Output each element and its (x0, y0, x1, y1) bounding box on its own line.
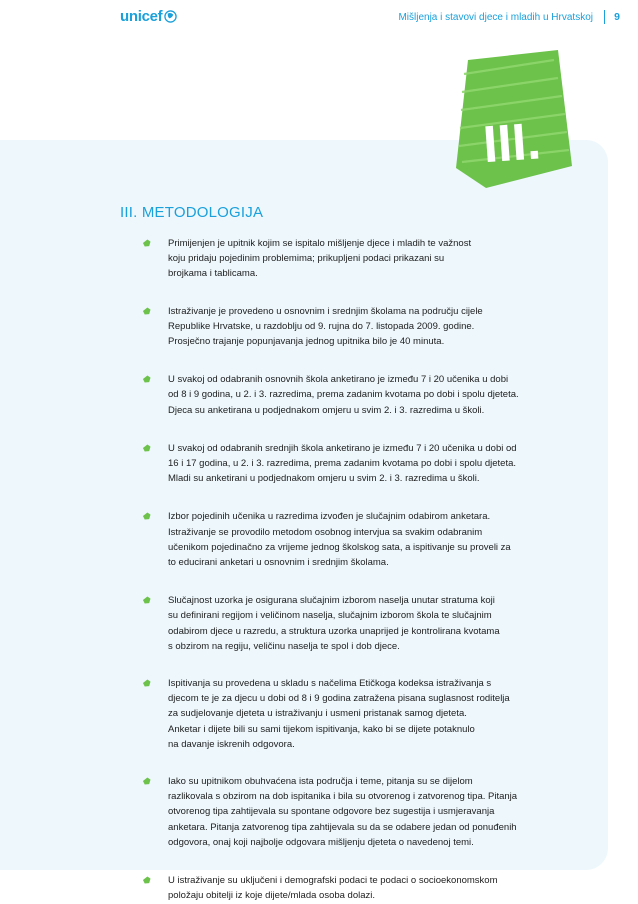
chapter-badge (446, 48, 576, 198)
list-item-line: djecom te je za djecu u dobi od 8 i 9 godina zatražena pisana suglasnost roditelja (168, 693, 510, 705)
section-title: III. METODOLOGIJA (120, 204, 264, 221)
leaf-bullet-icon (142, 307, 151, 315)
leaf-bullet-icon (142, 777, 151, 785)
list-item-line: na davanje iskrenih odgovora. (168, 738, 295, 750)
leaf-bullet-icon (142, 679, 151, 687)
list-item (140, 593, 560, 654)
list-item-line: Primijenjen je upitnik kojim se ispitalo mišljenje djece i mladih te važnost (168, 238, 472, 249)
list-item (140, 372, 560, 418)
list-item-line: od 8 i 9 godina, u 2. i 3. razredima, prema zadanim kvotama po dobi i spolu djeteta. (168, 389, 519, 401)
list-item (140, 304, 560, 350)
list-item-line: otvorenog tipa zahtijevala su spontane odgovore bez sugestija i usmjeravanja (168, 806, 495, 818)
list-item-line: Anketar i dijete bili su sami tijekom ispitivanja, kako bi se dijete potaknulo (168, 723, 475, 735)
unicef-logo (120, 8, 177, 25)
list-item-line: učenikom pojedinačno za vrijeme jednog školskog sata, a ispitivanje su proveli za (168, 541, 511, 553)
list-item (140, 774, 560, 850)
chapter-badge-text: III. (481, 112, 543, 175)
leaf-bullet-icon (142, 512, 151, 520)
list-item (140, 509, 560, 570)
header-divider (604, 10, 605, 24)
list-item-line: U svakoj od odabranih srednjih škola anketirano je između 7 i 20 učenika u dobi od (168, 442, 517, 454)
list-item-line: položaju obitelji iz koje dijete/mlada osoba dolazi. (168, 890, 376, 902)
list-item (140, 236, 560, 282)
list-item-line: Istraživanje se provodilo metodom osobnog intervjua sa svakim odabranim (168, 526, 483, 538)
leaf-bullet-icon (142, 239, 151, 247)
list-item-line: koju pridaju pojedinim problemima; prikupljeni podaci prikazani su (168, 253, 445, 265)
list-item-line: Istraživanje je provedeno u osnovnim i srednjim školama na području cijele (168, 305, 483, 317)
list-item-line: s obzirom na regiju, veličinu naselja te spol i dob djece. (168, 640, 400, 652)
list-item-line: za sudjelovanje djeteta u istraživanju i usmeni pristanak samog djeteta. (168, 708, 467, 720)
list-item-line: Slučajnost uzorka je osigurana slučajnim izborom naselja unutar stratuma koji (168, 595, 495, 607)
list-item-line: Prosječno trajanje popunjavanja jednog upitnika bilo je 40 minuta. (168, 336, 445, 348)
leaf-bullet-icon (142, 444, 151, 452)
methodology-list (140, 236, 560, 904)
list-item-line: 16 i 17 godina, u 2. i 3. razredima, prema zadanim kvotama po dobi i spolu djeteta. (168, 458, 517, 470)
list-item (140, 676, 560, 752)
list-item-line: brojkama i tablicama. (168, 268, 258, 280)
list-item-line: Djeca su anketirana u podjednakom omjeru u svim 2. i 3. razredima u školi. (168, 404, 485, 416)
list-item-line: Izbor pojedinih učenika u razredima izvođen je slučajnim odabirom anketara. (168, 511, 491, 523)
list-item-line: to educirani anketari u osnovnim i srednjim školama. (168, 557, 389, 569)
list-item-line: odabirom djece u razredu, a struktura uzorka unaprijed je kontrolirana kvotama (168, 625, 500, 637)
list-item-line: odgovora, onaj koji najbolje odgovara mišljenju djeteta o navedenoj temi. (168, 836, 474, 848)
globe-icon (164, 10, 177, 23)
page-number: 9 (614, 11, 620, 23)
leaf-bullet-icon (142, 596, 151, 604)
list-item-line: anketara. Pitanja zatvorenog tipa zahtijevala su da se odabere jedan od ponuđenih (168, 821, 517, 833)
list-item-line: U svakoj od odabranih osnovnih škola anketirano je između 7 i 20 učenika u dobi (168, 374, 509, 386)
list-item-line: su definirani regijom i veličinom naselja, slučajnim izborom škola te slučajnim (168, 610, 492, 622)
list-item-line: Iako su upitnikom obuhvaćena ista područja i teme, pitanja su se dijelom (168, 776, 473, 788)
list-item-line: Ispitivanja su provedena u skladu s načelima Etičkoga kodeksa istraživanja s (168, 678, 492, 690)
running-header-title: Mišljenja i stavovi djece i mladih u Hrvatskoj (398, 12, 593, 23)
list-item (140, 873, 560, 903)
list-item (140, 441, 560, 487)
logo-text: unicef (120, 8, 163, 25)
list-item-line: Republike Hrvatske, u razdoblju od 9. rujna do 7. listopada 2009. godine. (168, 320, 475, 332)
list-item-line: U istraživanje su uključeni i demografski podaci te podaci o socioekonomskom (168, 875, 498, 887)
list-item-line: Mladi su anketirani u podjednakom omjeru u svim 2. i 3. razredima u školi. (168, 473, 480, 485)
leaf-bullet-icon (142, 876, 151, 884)
leaf-bullet-icon (142, 375, 151, 383)
list-item-line: razlikovala s obzirom na dob ispitanika i bila su otvorenog i zatvorenog tipa. Pitanja (168, 791, 518, 803)
